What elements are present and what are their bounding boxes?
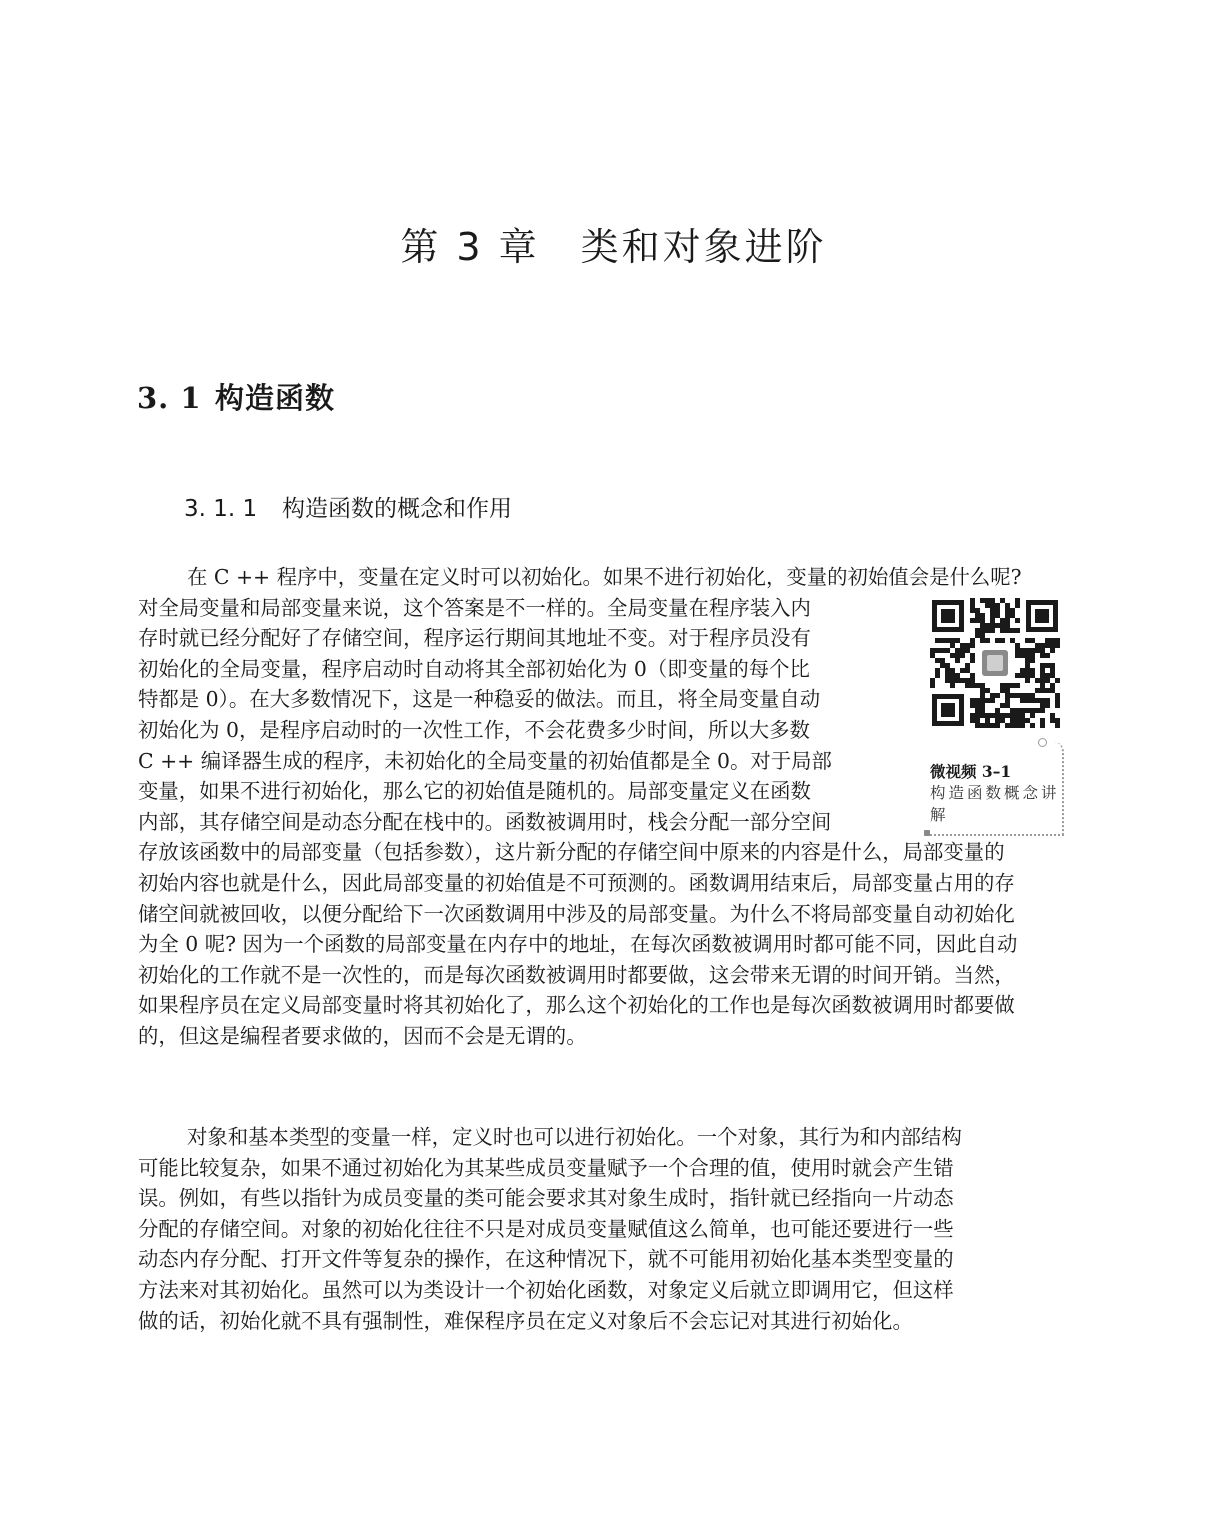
qr-module [1035, 688, 1040, 693]
qr-module [985, 598, 990, 603]
qr-module [1040, 688, 1045, 693]
qr-module [1015, 723, 1020, 728]
qr-module [975, 618, 980, 623]
qr-module [955, 648, 960, 653]
qr-module [1020, 648, 1025, 653]
qr-module [965, 668, 970, 673]
qr-module [1040, 668, 1045, 673]
qr-module [1040, 723, 1045, 728]
qr-module [1050, 638, 1055, 643]
qr-module [985, 713, 990, 718]
qr-module [955, 653, 960, 658]
micro-video-note [926, 742, 1064, 836]
qr-module [1020, 723, 1025, 728]
qr-module [1045, 663, 1050, 668]
qr-module [1030, 658, 1035, 663]
qr-module [1010, 613, 1015, 618]
note-frame-dot [924, 830, 930, 836]
qr-module [1040, 663, 1045, 668]
qr-module [1005, 703, 1010, 708]
qr-module [935, 648, 940, 653]
qr-module [1015, 653, 1020, 658]
qr-module [995, 693, 1000, 698]
text-line: C ++ 编译器生成的程序，未初始化的全局变量的初始值都是全 0。对于局部 [138, 748, 832, 773]
qr-module [935, 673, 940, 678]
qr-module [990, 628, 995, 633]
qr-module [970, 703, 975, 708]
text-line: 如果程序员在定义局部变量时将其初始化了，那么这个初始化的工作也是每次函数被调用时都要做 [138, 993, 1015, 1018]
qr-module [1020, 713, 1025, 718]
qr-module [970, 598, 975, 603]
qr-module [1025, 653, 1030, 658]
qr-module [980, 693, 985, 698]
qr-module [1000, 703, 1005, 708]
qr-module [975, 698, 980, 703]
qr-module [980, 723, 985, 728]
qr-module [945, 663, 950, 668]
qr-module [980, 598, 985, 603]
paragraph-2 [138, 1122, 1090, 1336]
text-line: 初始内容也就是什么，因此局部变量的初始值是不可预测的。函数调用结束后，局部变量占用的存 [138, 870, 1015, 895]
qr-module [930, 648, 935, 653]
qr-module [1000, 598, 1005, 603]
qr-module [1035, 643, 1040, 648]
qr-module [1005, 623, 1010, 628]
qr-module [1015, 693, 1020, 698]
qr-module [1005, 613, 1010, 618]
qr-module [970, 698, 975, 703]
qr-module [1005, 688, 1010, 693]
qr-module [1055, 698, 1060, 703]
qr-module [1045, 688, 1050, 693]
qr-module [995, 608, 1000, 613]
text-line: 变量，如果不进行初始化，那么它的初始值是随机的。局部变量定义在函数 [138, 779, 811, 804]
qr-module [940, 648, 945, 653]
qr-module [1010, 638, 1015, 643]
qr-module [1050, 648, 1055, 653]
qr-module [995, 603, 1000, 608]
qr-module [1015, 713, 1020, 718]
subsection-number: 3. 1. 1 [184, 496, 258, 522]
qr-module [1015, 708, 1020, 713]
qr-module [1045, 638, 1050, 643]
qr-module [1020, 698, 1025, 703]
qr-module [970, 658, 975, 663]
qr-module [1050, 713, 1055, 718]
qr-module [995, 718, 1000, 723]
qr-module [995, 638, 1000, 643]
qr-module [1055, 643, 1060, 648]
qr-module [980, 623, 985, 628]
qr-module [935, 638, 940, 643]
qr-module [985, 718, 990, 723]
qr-code-graphic [930, 598, 1060, 728]
qr-module [1040, 683, 1045, 688]
qr-module [930, 678, 935, 683]
qr-module [970, 673, 975, 678]
qr-module [995, 708, 1000, 713]
qr-module [985, 698, 990, 703]
qr-module [1040, 643, 1045, 648]
qr-module [1025, 693, 1030, 698]
qr-module [1045, 673, 1050, 678]
subsection-heading [184, 490, 512, 523]
section-title: 构造函数 [215, 381, 336, 415]
text-line: 内部，其存储空间是动态分配在栈中的。函数被调用时，栈会分配一部分空间 [138, 809, 832, 834]
qr-module [990, 713, 995, 718]
qr-module [1015, 718, 1020, 723]
qr-module [1010, 718, 1015, 723]
qr-module [990, 723, 995, 728]
qr-module [1030, 638, 1035, 643]
qr-module [1025, 668, 1030, 673]
text-line: 初始化的工作就不是一次性的，而是每次函数被调用时都要做，这会带来无谓的时间开销。当然， [138, 962, 1015, 987]
qr-module [1005, 608, 1010, 613]
qr-module [975, 608, 980, 613]
qr-module [1045, 678, 1050, 683]
qr-module [975, 633, 980, 638]
qr-module [940, 663, 945, 668]
qr-module [1040, 698, 1045, 703]
qr-module [1045, 703, 1050, 708]
text-line: 误。例如，有些以指针为成员变量的类可能会要求其对象生成时，指针就已经指向一片动态 [138, 1186, 954, 1211]
text-line: 存时就已经分配好了存储空间，程序运行期间其地址不变。对于程序员没有 [138, 626, 811, 651]
qr-module [995, 623, 1000, 628]
qr-module [1015, 603, 1020, 608]
qr-module [950, 668, 955, 673]
qr-module [1025, 673, 1030, 678]
section-number: 3. 1 [137, 381, 202, 415]
qr-module [1000, 618, 1005, 623]
qr-module [945, 673, 950, 678]
qr-module [1035, 678, 1040, 683]
qr-module [985, 623, 990, 628]
text-line: 在 C ++ 程序中，变量在定义时可以初始化。如果不进行初始化，变量的初始值会是什么呢? [187, 565, 1022, 589]
qr-module [940, 658, 945, 663]
qr-module [1010, 693, 1015, 698]
qr-module [980, 713, 985, 718]
qr-module [1055, 718, 1060, 723]
qr-module [1040, 648, 1045, 653]
qr-module [975, 613, 980, 618]
qr-module [965, 643, 970, 648]
qr-module [1055, 703, 1060, 708]
qr-module [955, 673, 960, 678]
qr-module [1005, 618, 1010, 623]
qr-module [1020, 693, 1025, 698]
qr-module [1025, 678, 1030, 683]
qr-module [965, 683, 970, 688]
qr-module [1005, 693, 1010, 698]
qr-module [990, 698, 995, 703]
qr-module [975, 683, 980, 688]
qr-module [1050, 688, 1055, 693]
qr-module [1015, 618, 1020, 623]
qr-module [1030, 673, 1035, 678]
qr-module [975, 708, 980, 713]
qr-module [950, 643, 955, 648]
qr-module [970, 638, 975, 643]
qr-module [980, 688, 985, 693]
qr-module [1020, 708, 1025, 713]
qr-module [1015, 683, 1020, 688]
qr-module [985, 628, 990, 633]
qr-module [1010, 708, 1015, 713]
qr-module [960, 648, 965, 653]
qr-module [995, 713, 1000, 718]
text-line: 做的话，初始化就不具有强制性，难保程序员在定义对象后不会忘记对其进行初始化。 [138, 1308, 913, 1333]
qr-module [1050, 673, 1055, 678]
qr-module [975, 713, 980, 718]
qr-module [970, 718, 975, 723]
qr-module [1040, 673, 1045, 678]
qr-module [1010, 713, 1015, 718]
qr-module [975, 718, 980, 723]
text-line: 储空间就被回收，以便分配给下一次函数调用中涉及的局部变量。为什么不将局部变量自动初始化 [138, 901, 1015, 926]
qr-module [1040, 678, 1045, 683]
qr-module [970, 643, 975, 648]
qr-module [1005, 628, 1010, 633]
qr-module [990, 623, 995, 628]
qr-module [1045, 653, 1050, 658]
qr-module [1050, 643, 1055, 648]
qr-module [1015, 648, 1020, 653]
qr-module [1015, 643, 1020, 648]
qr-module [1050, 683, 1055, 688]
qr-module [940, 638, 945, 643]
qr-module [990, 613, 995, 618]
qr-module [970, 713, 975, 718]
qr-module [945, 668, 950, 673]
qr-module [970, 603, 975, 608]
qr-module [1030, 648, 1035, 653]
qr-module [955, 658, 960, 663]
qr-module [950, 638, 955, 643]
qr-module [1025, 718, 1030, 723]
video-label: 微视频 3–1 [930, 762, 1012, 781]
qr-module [1010, 723, 1015, 728]
qr-module [980, 628, 985, 633]
qr-module [1005, 603, 1010, 608]
qr-module [950, 678, 955, 683]
qr-module [1025, 638, 1030, 643]
qr-module [935, 658, 940, 663]
qr-module [935, 668, 940, 673]
qr-module [1020, 673, 1025, 678]
qr-module [1030, 668, 1035, 673]
qr-module [980, 638, 985, 643]
qr-module [990, 608, 995, 613]
qr-module [970, 608, 975, 613]
qr-module [1005, 683, 1010, 688]
qr-module [1050, 718, 1055, 723]
qr-module [995, 723, 1000, 728]
qr-module [1025, 698, 1030, 703]
qr-module [1000, 688, 1005, 693]
qr-module [1035, 708, 1040, 713]
qr-module [945, 648, 950, 653]
qr-module [980, 613, 985, 618]
qr-module [975, 703, 980, 708]
qr-module [980, 683, 985, 688]
qr-module [985, 723, 990, 728]
qr-module [1055, 678, 1060, 683]
qr-module [1055, 723, 1060, 728]
text-line: 初始化为 0，是程序启动时的一次性工作，不会花费多少时间，所以大多数 [138, 717, 810, 742]
qr-module [980, 698, 985, 703]
qr-module [960, 668, 965, 673]
qr-module [1055, 638, 1060, 643]
qr-module [985, 638, 990, 643]
qr-module [1015, 628, 1020, 633]
qr-module [1030, 713, 1035, 718]
chapter-title: 第 3 章 类和对象进阶 [400, 225, 827, 269]
qr-module [1050, 668, 1055, 673]
qr-module [970, 678, 975, 683]
text-line: 可能比较复杂，如果不通过初始化为其某些成员变量赋予一个合理的值，使用时就会产生错 [138, 1155, 954, 1180]
qr-module [1020, 653, 1025, 658]
text-line: 方法来对其初始化。虽然可以为类设计一个初始化函数，对象定义后就立即调用它，但这样 [138, 1277, 954, 1302]
qr-module [985, 603, 990, 608]
qr-module [1010, 683, 1015, 688]
qr-module [1000, 683, 1005, 688]
qr-module [1055, 693, 1060, 698]
qr-module [990, 603, 995, 608]
subsection-title: 构造函数的概念和作用 [282, 496, 512, 522]
qr-module [980, 633, 985, 638]
qr-module [945, 678, 950, 683]
qr-module [950, 673, 955, 678]
qr-module [1005, 713, 1010, 718]
qr-module [1040, 718, 1045, 723]
qr-module [970, 653, 975, 658]
text-line: 初始化的全局变量，程序启动时自动将其全部初始化为 0（即变量的每个比 [138, 656, 810, 681]
qr-module [1000, 623, 1005, 628]
text-line: 对象和基本类型的变量一样，定义时也可以进行初始化。一个对象，其行为和内部结构 [187, 1125, 962, 1149]
qr-module [975, 723, 980, 728]
qr-module [1030, 708, 1035, 713]
qr-module [1045, 643, 1050, 648]
qr-module [965, 648, 970, 653]
text-line: 为全 0 呢? 因为一个函数的局部变量在内存中的地址，在每次函数被调用时都可能不同，因此自动 [138, 932, 1018, 957]
qr-module [1020, 668, 1025, 673]
qr-module [1025, 648, 1030, 653]
qr-module [980, 708, 985, 713]
qr-module [960, 643, 965, 648]
qr-module [1030, 693, 1035, 698]
qr-module [1040, 703, 1045, 708]
qr-module [1035, 648, 1040, 653]
qr-module [950, 683, 955, 688]
video-caption: 构造函数概念讲解 [930, 784, 1060, 824]
text-line: 特都是 0）。在大多数情况下，这是一种稳妥的做法。而且，将全局变量自动 [138, 687, 821, 712]
qr-module [1015, 673, 1020, 678]
qr-module [1000, 718, 1005, 723]
qr-module [980, 618, 985, 623]
qr-module [985, 688, 990, 693]
qr-module [1005, 723, 1010, 728]
qr-module [1030, 723, 1035, 728]
note-frame-ring [1038, 738, 1047, 747]
qr-module [1050, 663, 1055, 668]
qr-module [1035, 698, 1040, 703]
qr-module [1025, 708, 1030, 713]
qr-module [970, 618, 975, 623]
qr-module [1000, 713, 1005, 718]
qr-module [965, 663, 970, 668]
qr-module [970, 683, 975, 688]
qr-module [1010, 608, 1015, 613]
qr-module [930, 653, 935, 658]
qr-module [1025, 658, 1030, 663]
qr-module [955, 678, 960, 683]
qr-module [1040, 653, 1045, 658]
qr-module [1030, 698, 1035, 703]
qr-module [1015, 598, 1020, 603]
text-line: 分配的存储空间。对象的初始化往往不只是对成员变量赋值这么简单，也可能还要进行一些 [138, 1216, 954, 1241]
qr-module [945, 638, 950, 643]
qr-module [1005, 698, 1010, 703]
text-line: 存放该函数中的局部变量（包括参数），这片新分配的存储空间中原来的内容是什么，局部变量的 [138, 840, 1005, 865]
qr-module [980, 703, 985, 708]
qr-module [975, 628, 980, 633]
qr-module [950, 653, 955, 658]
qr-module [1020, 718, 1025, 723]
section-heading [137, 376, 335, 417]
qr-module [990, 598, 995, 603]
text-line: 动态内存分配、打开文件等复杂的操作，在这种情况下，就不可能用初始化基本类型变量的 [138, 1247, 954, 1272]
qr-module [1025, 663, 1030, 668]
qr-module [990, 693, 995, 698]
qr-module [1000, 628, 1005, 633]
qr-module [960, 653, 965, 658]
text-line: 对全局变量和局部变量来说，这个答案是不一样的。全局变量在程序装入内 [138, 595, 811, 620]
qr-module [955, 638, 960, 643]
qr-module [930, 683, 935, 688]
qr-module [1030, 653, 1035, 658]
qr-module [1040, 708, 1045, 713]
qr-module [995, 613, 1000, 618]
text-line: 的，但这是编程者要求做的，因而不会是无谓的。 [138, 1023, 587, 1048]
qr-module [1000, 638, 1005, 643]
qr-module [1045, 698, 1050, 703]
qr-module [965, 678, 970, 683]
qr-module [960, 678, 965, 683]
qr-module [1010, 628, 1015, 633]
qr-module [990, 618, 995, 623]
qr-code-icon[interactable] [930, 598, 1060, 728]
